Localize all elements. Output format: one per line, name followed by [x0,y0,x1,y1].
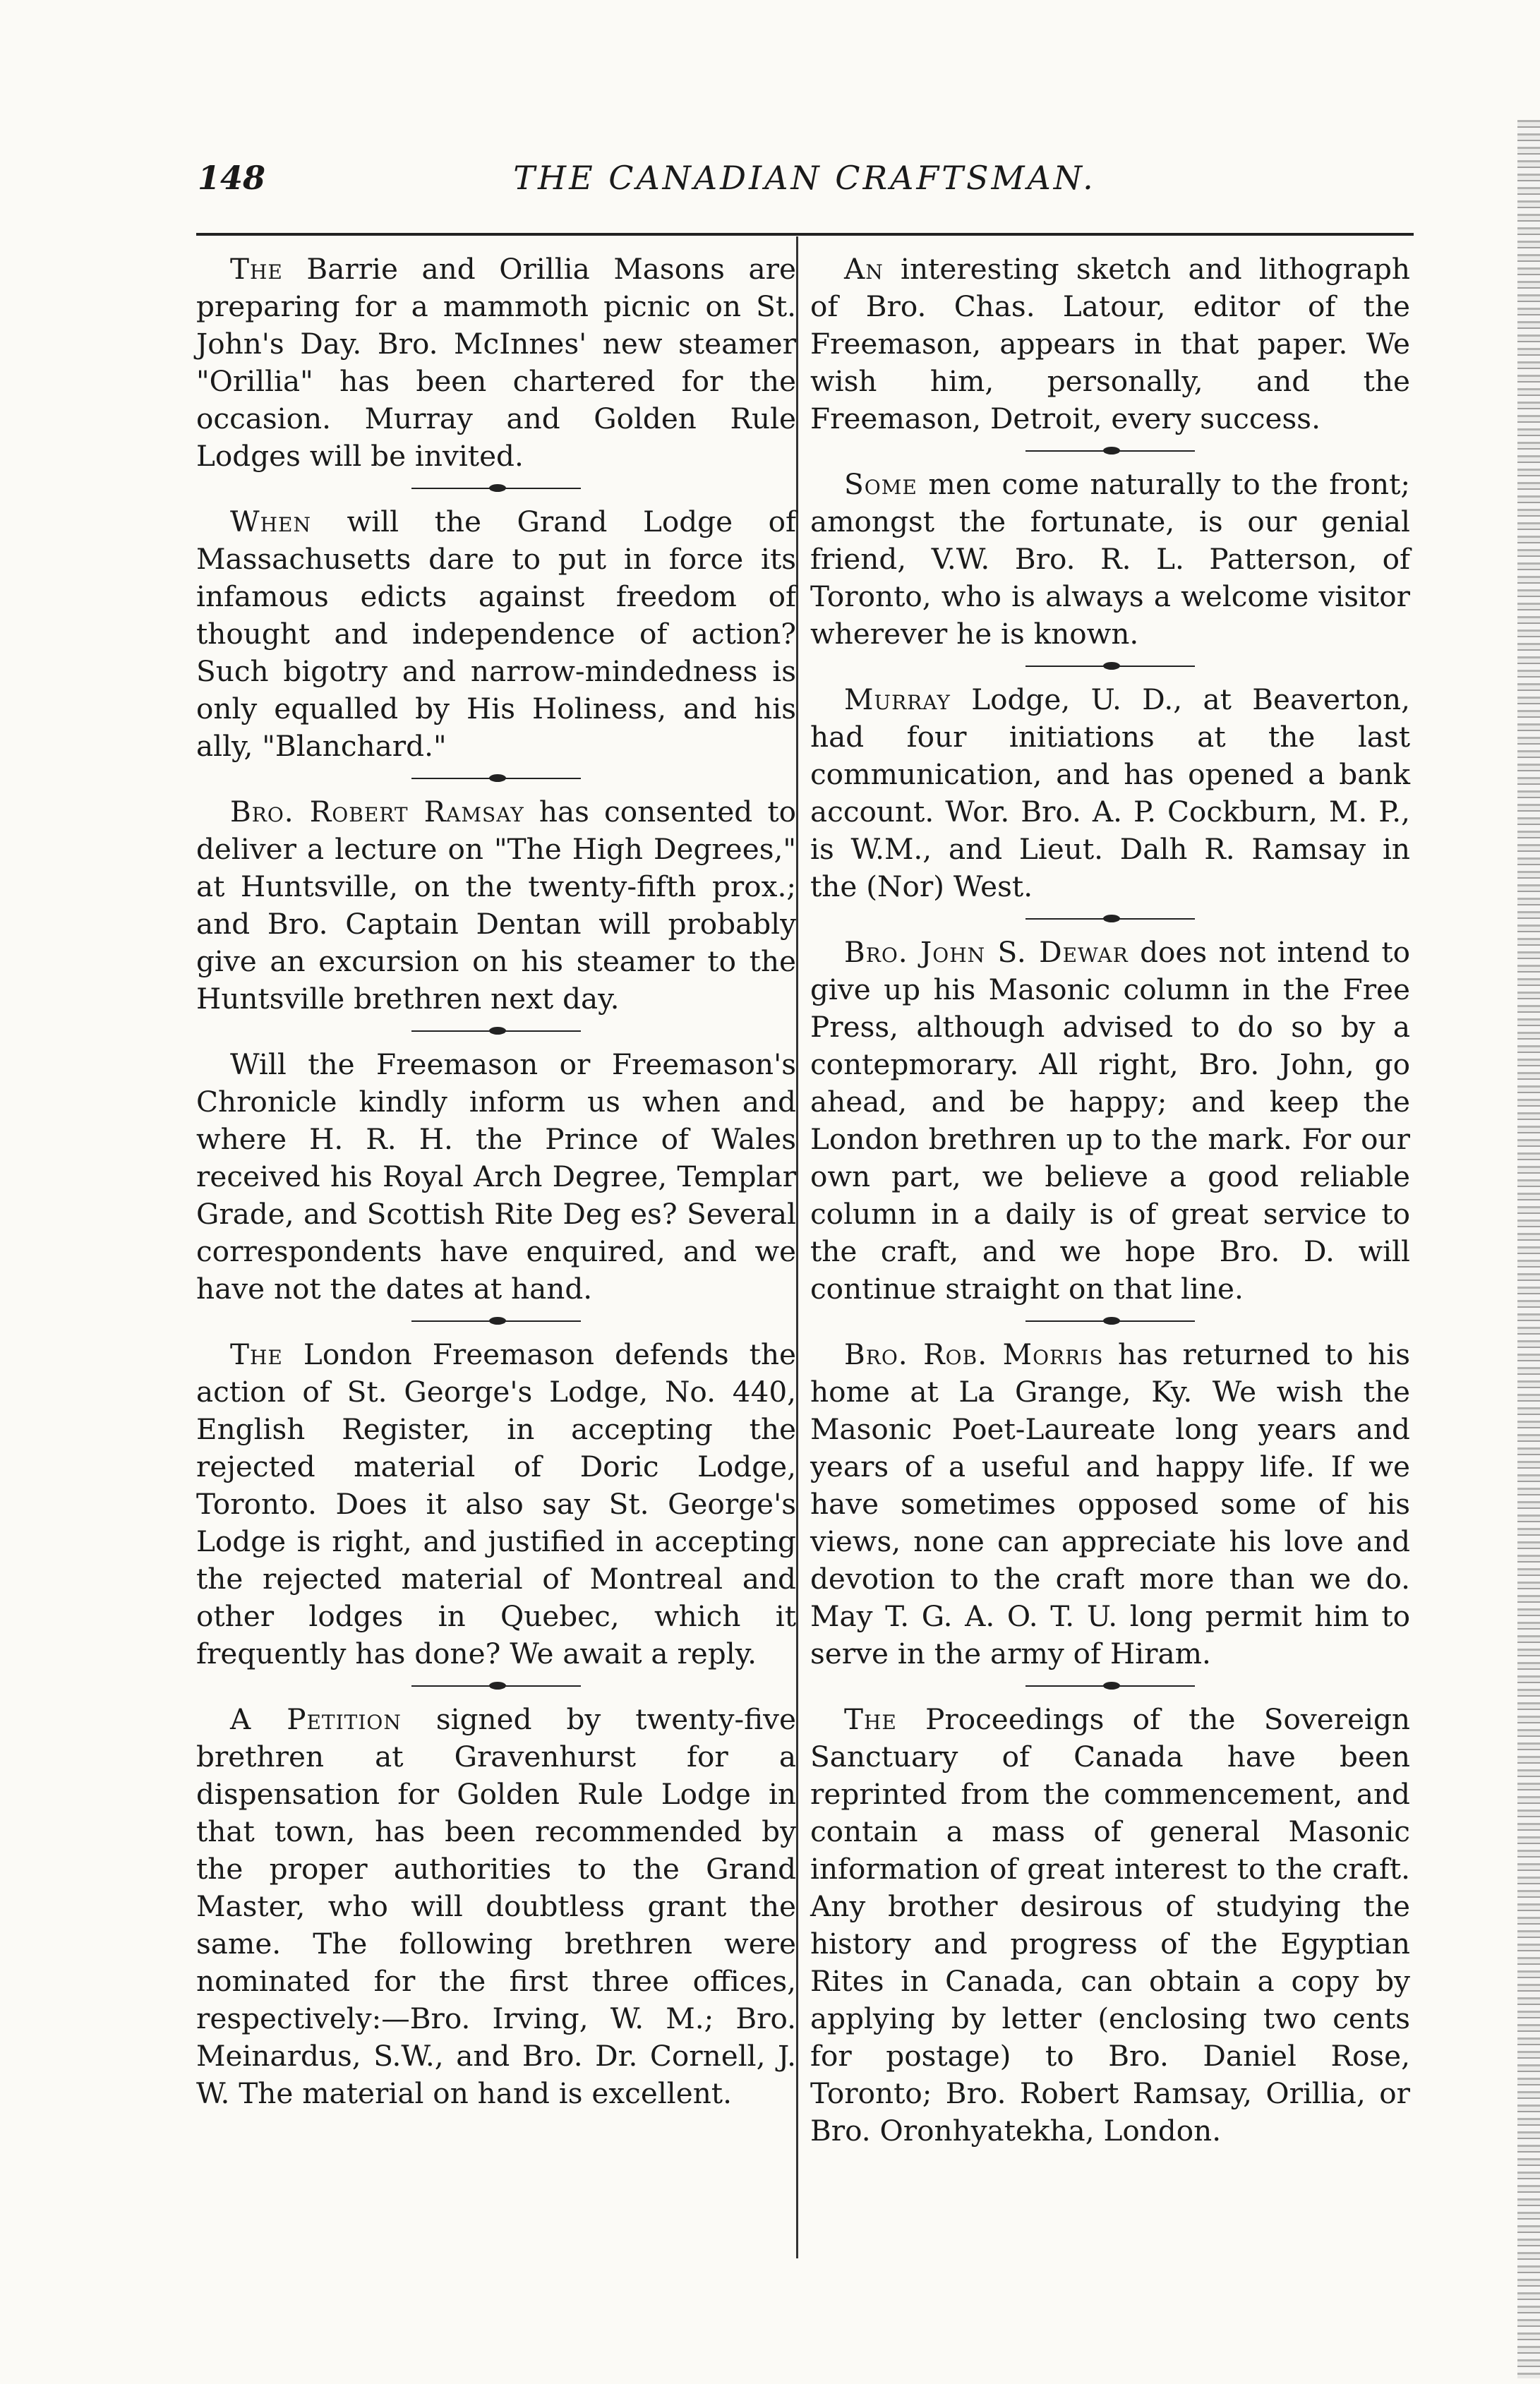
item-separator [411,481,581,496]
item-lead: The [230,252,283,286]
item-lead: When [230,505,311,538]
item-separator [1025,1678,1195,1694]
item-text: interesting sketch and lithograph of Bro. Chas. Latour, editor of the Freemason, appears in that paper. We wish him, personally, and the Freemason, Detroit, every success. [810,252,1410,435]
item-separator [1025,658,1195,674]
item-text: has consented to deliver a lecture on "The High Degrees," at Huntsville, on the twenty-fifth prox.; and Bro. Captain Dentan will probably give an excursion on his steamer to the Huntsville brethren next day. [196,795,796,1016]
item-lead: The [844,1702,897,1736]
item-text: does not intend to give up his Masonic column in the Free Press, although advised to do so by a contepmorary. All right, Bro. John, go ahead, and be happy; and keep the London brethren up to the mark. For our own part, we believe a good reliable column in a daily is of great service to the craft, and we hope Bro. D. will continue straight on that line. [810,935,1410,1306]
news-item [196,793,796,1018]
item-separator [1025,1313,1195,1329]
news-item [196,251,796,475]
item-separator [411,771,581,786]
news-item [810,251,1410,438]
item-lead: An [844,252,884,286]
header-rule [196,233,1414,236]
item-text: London Freemason defends the action of St. George's Lodge, No. 440, English Register, in accepting the rejected material of Doric Lodge, Toronto. Does it also say St. George's Lodge is right, and justified in accepting the rejected material of Montreal and other lodges in Quebec, which it frequently has done? We await a reply. [196,1337,796,1670]
item-text: men come naturally to the front; amongst the fortunate, is our genial friend, V.W. Bro. R. L. Patterson, of Toronto, who is always a welcome visitor wherever he is known. [810,467,1410,651]
news-item [810,681,1410,905]
right-column [810,251,1410,2150]
item-lead: The [230,1337,283,1371]
page-header [198,159,1412,208]
item-lead: Murray [844,682,951,716]
item-separator [411,1313,581,1329]
column-divider [796,236,798,2258]
item-text: has returned to his home at La Grange, Ky. We wish the Masonic Poet-Laureate long years and years of a useful and happy life. If we have sometimes opposed some of his views, none can appreciate his love and devotion to the craft more than we do. May T. G. A. O. T. U. long permit him to serve in the army of Hiram. [810,1337,1411,1670]
left-column [196,251,796,2112]
item-separator [1025,443,1195,459]
item-text: Lodge, U. D., at Beaverton, had four initiations at the last communication, and has opened a bank account. Wor. Bro. A. P. Cockburn, M. P., is W.M., and Lieut. Dalh R. Ramsay in the (Nor) West. [810,682,1410,903]
item-separator [411,1678,581,1694]
item-text: signed by twenty-five brethren at Gravenhurst for a dispensation for Golden Rule Lodge in that town, has been recommended by the proper authorities to the Grand Master, who will doubtless grant the same. The following brethren were nominated for the first three offices, respectively:—Bro. Irving, W. M.; Bro. Meinardus, S.W., and Bro. Dr. Cornell, J. W. The material on hand is excellent. [196,1702,796,2110]
page-number: 148 [198,159,266,197]
item-lead: A Petition [230,1702,402,1736]
item-lead: Bro. John S. Dewar [844,935,1129,969]
item-text: will the Grand Lodge of Massachusetts dare to put in force its infamous edicts against freedom of thought and independence of action? Such bigotry and narrow-mindedness is only equalled by His Holiness, and his ally, "Blanchard." [196,505,796,763]
news-item [196,503,796,765]
item-lead: Some [844,467,918,501]
item-separator [411,1023,581,1039]
item-text: Will the Freemason or Freemason's Chronicle kindly inform us when and where H. R. H. the Prince of Wales received his Royal Arch Degree, Templar Grade, and Scottish Rite Deg es? Several correspondents have enquired, and we have not the dates at hand. [196,1047,796,1306]
page-edge-shadow [1517,120,1540,2378]
item-text: Proceedings of the Sovereign Sanctuary of Canada have been reprinted from the commencement, and contain a mass of general Masonic information of great interest to the craft. Any brother desirous of studying the history and progress of the Egyptian Rites in Canada, can obtain a copy by applying by letter (enclosing two cents for postage) to Bro. Daniel Rose, Toronto; Bro. Robert Ramsay, Orillia, or Bro. Oronhyatekha, London. [810,1702,1410,2148]
news-item [196,1336,796,1673]
news-item [810,1701,1410,2150]
item-separator [1025,911,1195,927]
item-lead: Bro. Rob. Morris [844,1337,1104,1371]
news-item [810,1336,1410,1673]
item-lead: Bro. Robert Ramsay [230,795,524,829]
journal-title: THE CANADIAN CRAFTSMAN. [513,159,1096,197]
news-item [196,1046,796,1308]
news-item [196,1701,796,2112]
item-text: Barrie and Orillia Masons are preparing for a mammoth picnic on St. John's Day. Bro. McInnes' new steamer "Orillia" has been chartered for the occasion. Murray and Golden Rule Lodges will be invited. [196,252,796,473]
news-item [810,466,1410,653]
news-item [810,934,1410,1308]
